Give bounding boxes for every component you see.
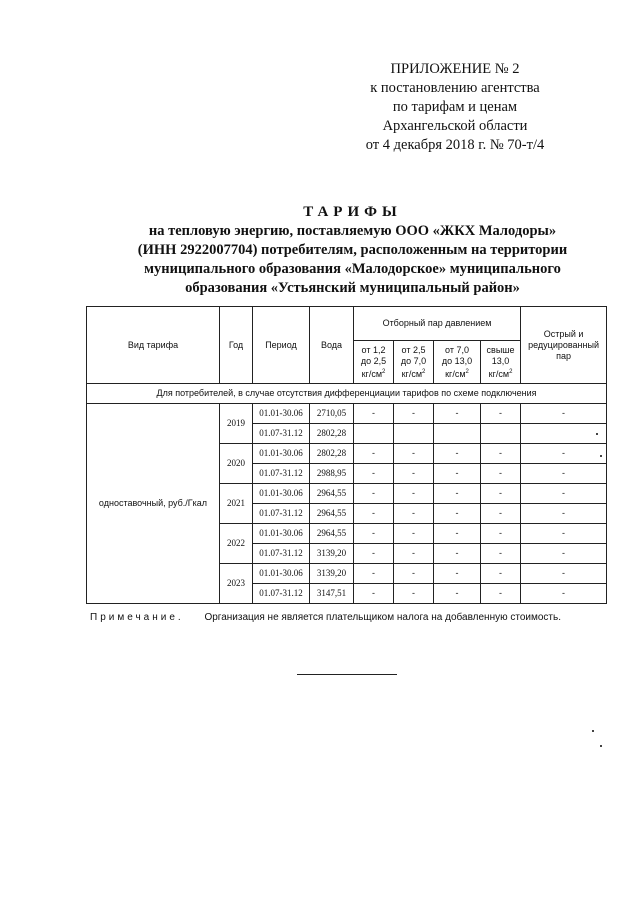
appendix-line: к постановлению агентства [370,80,540,96]
title-line: на тепловую энергию, поставляемую ООО «ЖКХ Малодоры» [148,223,557,239]
steam-4-cell: - [481,464,521,484]
tariff-name-cell: одноставочный, руб./Гкал [87,404,220,604]
title-line: образования «Устьянский муниципальный район» [185,280,520,296]
note-block [90,612,610,623]
period-cell: 01.07-31.12 [253,424,310,444]
steam-2-cell: - [394,524,434,544]
steam-1-cell: - [354,444,394,464]
section-caption: Для потребителей, в случае отсутствия дифференциации тарифов по схеме подключения [87,384,607,404]
steam-3-cell [434,424,481,444]
note-label: Примечание. [90,612,184,623]
period-cell: 01.01-30.06 [253,564,310,584]
scan-speck [596,433,598,435]
sharp-steam-cell: - [521,444,607,464]
tariff-rows [87,404,607,604]
water-cell: 3147,51 [310,584,354,604]
period-cell: 01.07-31.12 [253,544,310,564]
water-cell: 2964,55 [310,524,354,544]
header-water: Вода [310,307,354,384]
steam-4-cell: - [481,584,521,604]
steam-1-cell: - [354,404,394,424]
year-cell: 2020 [220,444,253,484]
steam-1-cell: - [354,484,394,504]
title-heading: ТАРИФЫ [303,204,402,220]
scan-speck [600,455,602,457]
closing-rule [297,674,397,675]
steam-2-cell: - [394,584,434,604]
water-cell: 2964,55 [310,484,354,504]
steam-2-cell: - [394,504,434,524]
scan-speck [600,745,602,747]
year-cell: 2023 [220,564,253,604]
water-cell: 2988,95 [310,464,354,484]
steam-2-cell: - [394,464,434,484]
appendix-line: от 4 декабря 2018 г. № 70-т/4 [365,137,545,153]
sharp-steam-cell: - [521,504,607,524]
steam-3-cell: - [434,544,481,564]
year-cell: 2019 [220,404,253,444]
period-cell: 01.07-31.12 [253,464,310,484]
steam-1-cell [354,424,394,444]
appendix-line: по тарифам и ценам [392,99,518,115]
steam-1-cell: - [354,504,394,524]
steam-4-cell: - [481,444,521,464]
sharp-steam-cell: - [521,404,607,424]
water-cell: 2802,28 [310,444,354,464]
steam-3-cell: - [434,404,481,424]
header-steam-group: Отборный пар давлением [354,307,521,341]
period-cell: 01.07-31.12 [253,504,310,524]
appendix-title: ПРИЛОЖЕНИЕ № 2 [390,61,520,77]
title-line: (ИНН 2922007704) потребителям, расположенным на территории [137,242,568,258]
water-cell: 3139,20 [310,544,354,564]
note-text: Организация не является плательщиком налога на добавленную стоимость. [204,612,561,623]
header-steam-3: от 7,0 до 13,0 $кг/см^2$ [434,341,481,384]
appendix-line: Архангельской области [382,118,528,134]
year-cell: 2022 [220,524,253,564]
steam-4-cell: - [481,544,521,564]
header-steam-2: от 2,5 до 7,0 $кг/см^2$ [394,341,434,384]
steam-3-cell: - [434,584,481,604]
steam-1-cell: - [354,564,394,584]
header-row [87,307,607,341]
steam-2-cell [394,424,434,444]
scan-speck [592,730,594,732]
header-steam-4: свыше 13,0 $кг/см^2$ [481,341,521,384]
appendix-block [330,60,580,155]
steam-1-cell: - [354,544,394,564]
water-cell: 2710,05 [310,404,354,424]
steam-1-cell: - [354,464,394,484]
steam-4-cell: - [481,524,521,544]
steam-3-cell: - [434,564,481,584]
steam-4-cell: - [481,564,521,584]
sharp-steam-cell: - [521,484,607,504]
period-cell: 01.01-30.06 [253,524,310,544]
water-cell: 2964,55 [310,504,354,524]
steam-4-cell: - [481,404,521,424]
period-cell: 01.01-30.06 [253,444,310,464]
sharp-steam-cell [521,424,607,444]
header-tariff-type: Вид тарифа [87,307,220,384]
steam-2-cell: - [394,444,434,464]
header-period: Период [253,307,310,384]
sharp-steam-cell: - [521,524,607,544]
table-row [87,404,607,424]
header-sharp-steam: Острый и редуцированный пар [521,307,607,384]
steam-4-cell: - [481,484,521,504]
sharp-steam-cell: - [521,584,607,604]
title-line: муниципального образования «Малодорское» муниципального [144,261,561,277]
steam-3-cell: - [434,444,481,464]
water-cell: 2802,28 [310,424,354,444]
period-cell: 01.01-30.06 [253,404,310,424]
sharp-steam-cell: - [521,544,607,564]
section-row [87,384,607,404]
water-cell: 3139,20 [310,564,354,584]
header-steam-1: от 1,2 до 2,5 $кг/см^2$ [354,341,394,384]
steam-2-cell: - [394,564,434,584]
header-year: Год [220,307,253,384]
steam-2-cell: - [394,404,434,424]
steam-4-cell: - [481,504,521,524]
tariff-table [86,306,607,604]
steam-2-cell: - [394,484,434,504]
steam-2-cell: - [394,544,434,564]
steam-3-cell: - [434,484,481,504]
steam-1-cell: - [354,584,394,604]
steam-3-cell: - [434,504,481,524]
steam-3-cell: - [434,524,481,544]
year-cell: 2021 [220,484,253,524]
steam-4-cell [481,424,521,444]
steam-3-cell: - [434,464,481,484]
period-cell: 01.01-30.06 [253,484,310,504]
document-title [90,203,615,298]
steam-1-cell: - [354,524,394,544]
sharp-steam-cell: - [521,464,607,484]
period-cell: 01.07-31.12 [253,584,310,604]
sharp-steam-cell: - [521,564,607,584]
